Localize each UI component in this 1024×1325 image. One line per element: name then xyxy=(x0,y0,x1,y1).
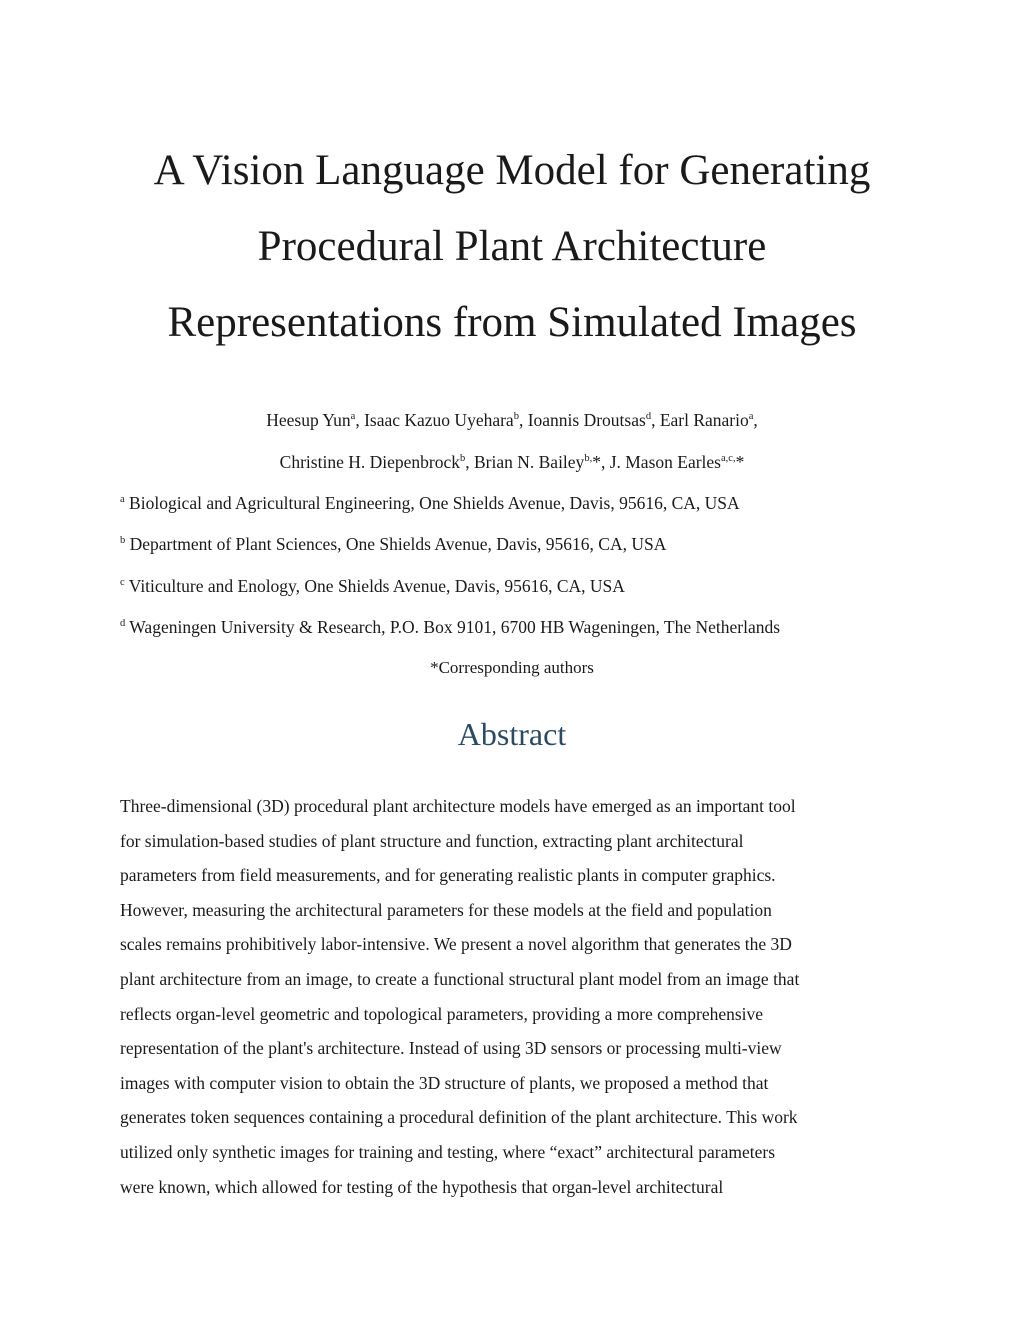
author-separator: , xyxy=(651,410,660,430)
affiliation-text: Viticulture and Enology, One Shields Avenue, Davis, 95616, CA, USA xyxy=(124,576,625,596)
title-line: A Vision Language Model for Generating xyxy=(153,147,871,194)
abstract-line: reflects organ-level geometric and topological parameters, providing a more comprehensive xyxy=(120,1003,764,1024)
affiliation-c xyxy=(120,576,625,597)
corresponding-authors-note: *Corresponding authors xyxy=(430,658,594,677)
author-separator: *, xyxy=(592,452,610,472)
author-affiliation-mark: d xyxy=(645,411,652,423)
affiliation-mark: c xyxy=(120,577,125,589)
author-affiliation-mark: a xyxy=(748,411,754,423)
abstract-line: Three-dimensional (3D) procedural plant architecture models have emerged as an important tool xyxy=(120,796,796,816)
affiliation-text: Wageningen University & Research, P.O. Box 9101, 6700 HB Wageningen, The Netherlands xyxy=(125,617,781,637)
author-name: Heesup Yun xyxy=(266,410,351,430)
author-affiliation-mark: b xyxy=(513,411,519,423)
abstract-body xyxy=(120,789,910,1204)
abstract-line: were known, which allowed for testing of the hypothesis that organ-level architectural xyxy=(120,1176,724,1197)
abstract-line: utilized only synthetic images for training and testing, where “exact” architectural parameters xyxy=(120,1141,776,1162)
title-line: Representations from Simulated Images xyxy=(167,299,857,346)
affiliation-mark: b xyxy=(120,535,126,547)
author-separator: , xyxy=(518,410,528,430)
author-affiliation-mark: a xyxy=(350,411,356,423)
author-name: J. Mason Earles xyxy=(609,452,721,472)
abstract-line: However, measuring the architectural parameters for these models at the field and population xyxy=(120,899,772,920)
author-separator: * xyxy=(735,452,745,472)
author-affiliation-mark: a,c, xyxy=(721,453,736,465)
abstract-line: parameters from field measurements, and for generating realistic plants in computer graphics. xyxy=(120,865,776,886)
author-affiliation-mark: b xyxy=(459,453,466,465)
abstract-line: scales remains prohibitively labor-intensive. We present a novel algorithm that generates the 3D xyxy=(120,934,792,955)
author-name: Ioannis Droutsas xyxy=(527,410,646,430)
affiliation-b xyxy=(120,534,666,555)
abstract-line: representation of the plant's architecture. Instead of using 3D sensors or processing multi-view xyxy=(120,1038,782,1059)
paper-title xyxy=(100,133,924,361)
authors-line-2 xyxy=(100,452,924,473)
abstract-line: generates token sequences containing a procedural definition of the plant architecture. This work xyxy=(120,1107,798,1128)
authors-line-1 xyxy=(100,410,924,431)
affiliation-text: Biological and Agricultural Engineering, One Shields Avenue, Davis, 95616, CA, USA xyxy=(124,493,740,513)
abstract-line: plant architecture from an image, to create a functional structural plant model from an image that xyxy=(120,968,800,989)
author-name: Christine H. Diepenbrock xyxy=(279,452,460,472)
affiliation-text: Department of Plant Sciences, One Shields Avenue, Davis, 95616, CA, USA xyxy=(125,534,667,554)
affiliation-d xyxy=(120,617,780,638)
author-separator: , xyxy=(465,452,474,472)
author-name: Brian N. Bailey xyxy=(473,452,585,472)
author-name: Isaac Kazuo Uyehara xyxy=(364,410,514,430)
author-separator: , xyxy=(355,410,365,430)
affiliation-mark: d xyxy=(120,618,126,630)
affiliation-a xyxy=(120,493,740,514)
abstract-heading: Abstract xyxy=(457,716,567,752)
author-separator: , xyxy=(753,410,758,430)
author-name: Earl Ranario xyxy=(659,410,749,430)
title-line: Procedural Plant Architecture xyxy=(257,223,767,270)
abstract-line: images with computer vision to obtain the 3D structure of plants, we proposed a method that xyxy=(120,1072,769,1093)
abstract-line: for simulation-based studies of plant structure and function, extracting plant architectural xyxy=(120,830,744,851)
author-affiliation-mark: b, xyxy=(584,453,593,465)
affiliation-mark: a xyxy=(120,494,125,506)
